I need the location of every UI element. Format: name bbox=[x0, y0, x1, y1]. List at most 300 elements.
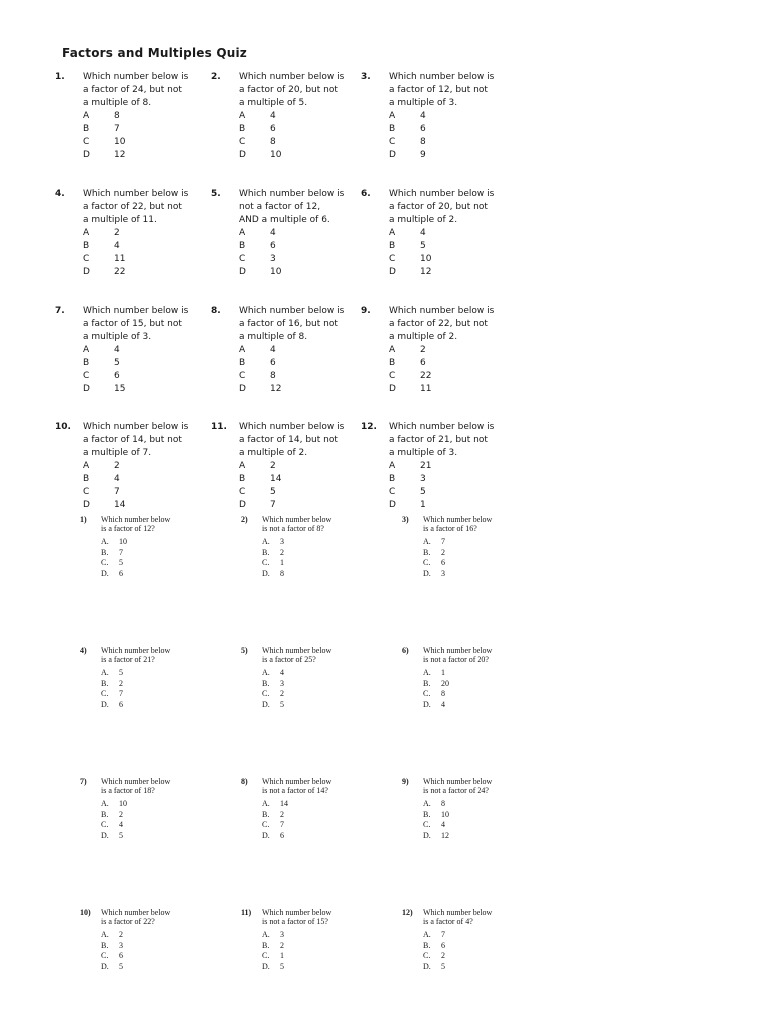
choice-value: 5 bbox=[270, 487, 276, 497]
choice-label: C. bbox=[101, 951, 109, 960]
choice-list bbox=[239, 110, 281, 162]
choice-label: A. bbox=[101, 930, 109, 939]
answer-choice bbox=[389, 383, 431, 396]
answer-choice bbox=[423, 558, 445, 569]
question-text: Which number below is a factor of 12? bbox=[101, 515, 171, 533]
question-text: Which number below is not a factor of 15? bbox=[262, 908, 332, 926]
choice-label: B bbox=[389, 241, 396, 251]
choice-label: C. bbox=[262, 951, 270, 960]
choice-label: B. bbox=[423, 678, 431, 688]
question-number: 4. bbox=[55, 189, 65, 199]
choice-label: C bbox=[239, 487, 246, 497]
choice-value: 11 bbox=[420, 384, 432, 394]
choice-list bbox=[101, 930, 123, 972]
choice-value: 1 bbox=[280, 951, 284, 960]
choice-value: 8 bbox=[270, 137, 276, 147]
choice-value: 10 bbox=[270, 267, 282, 277]
answer-choice bbox=[423, 831, 449, 842]
answer-choice bbox=[423, 668, 449, 679]
question-text: Which number below is a factor of 22? bbox=[101, 908, 171, 926]
choice-list bbox=[101, 668, 123, 710]
answer-choice bbox=[389, 344, 431, 357]
choice-label: D. bbox=[101, 830, 109, 840]
choice-value: 12 bbox=[270, 384, 282, 394]
choice-label: B. bbox=[423, 809, 431, 819]
answer-choice bbox=[101, 548, 127, 559]
choice-label: A. bbox=[423, 537, 431, 546]
answer-choice bbox=[239, 499, 281, 512]
choice-value: 5 bbox=[119, 961, 123, 971]
choice-label: A bbox=[389, 461, 396, 471]
question-text: Which number below is not a factor of 20? bbox=[423, 646, 493, 664]
choice-list bbox=[389, 110, 426, 162]
choice-label: C bbox=[389, 371, 396, 381]
choice-label: D. bbox=[101, 568, 109, 578]
answer-choice bbox=[423, 799, 449, 810]
choice-label: B. bbox=[101, 940, 109, 950]
choice-value: 3 bbox=[280, 537, 284, 546]
answer-choice bbox=[389, 149, 426, 162]
answer-choice bbox=[83, 486, 125, 499]
choice-label: C. bbox=[423, 820, 431, 829]
answer-choice bbox=[423, 679, 449, 690]
choice-label: A. bbox=[101, 799, 109, 808]
answer-choice bbox=[101, 941, 123, 952]
answer-choice bbox=[262, 679, 284, 690]
answer-choice bbox=[262, 569, 284, 580]
choice-label: C. bbox=[101, 558, 109, 567]
question-number: 5. bbox=[211, 189, 221, 199]
answer-choice bbox=[239, 136, 281, 149]
choice-value: 6 bbox=[270, 358, 276, 368]
answer-choice bbox=[101, 810, 127, 821]
answer-choice bbox=[262, 668, 284, 679]
question-text: Which number below is a factor of 16, but not a multiple of 8. bbox=[239, 306, 345, 342]
choice-value: 20 bbox=[441, 678, 449, 688]
choice-value: 6 bbox=[270, 124, 276, 134]
answer-choice bbox=[101, 700, 123, 711]
answer-choice bbox=[389, 253, 431, 266]
choice-value: 6 bbox=[441, 558, 445, 567]
choice-value: 5 bbox=[420, 487, 426, 497]
answer-choice bbox=[101, 930, 123, 941]
question-text: Which number below is a factor of 21? bbox=[101, 646, 171, 664]
choice-list bbox=[262, 668, 284, 710]
choice-value: 2 bbox=[280, 940, 284, 950]
choice-label: D bbox=[239, 384, 246, 394]
answer-choice bbox=[423, 962, 445, 973]
choice-label: D bbox=[389, 150, 396, 160]
choice-value: 3 bbox=[420, 474, 426, 484]
choice-list bbox=[423, 930, 445, 972]
choice-value: 2 bbox=[119, 678, 123, 688]
question-number: 11) bbox=[241, 908, 252, 917]
choice-label: A bbox=[239, 228, 246, 238]
choice-label: D bbox=[83, 500, 90, 510]
choice-value: 10 bbox=[441, 809, 449, 819]
choice-list bbox=[262, 930, 284, 972]
choice-label: B. bbox=[101, 547, 109, 557]
answer-choice bbox=[423, 951, 445, 962]
choice-label: D bbox=[239, 150, 246, 160]
choice-value: 6 bbox=[119, 699, 123, 709]
choice-value: 6 bbox=[280, 830, 284, 840]
question-text: Which number below is a factor of 21, but not a multiple of 3. bbox=[389, 422, 495, 458]
choice-label: C. bbox=[262, 558, 270, 567]
choice-list bbox=[389, 227, 431, 279]
choice-value: 8 bbox=[441, 799, 445, 808]
answer-choice bbox=[83, 227, 125, 240]
choice-label: C. bbox=[423, 951, 431, 960]
page-title: Factors and Multiples Quiz bbox=[62, 46, 247, 60]
question-number: 8) bbox=[241, 777, 248, 786]
choice-label: A. bbox=[262, 668, 270, 677]
answer-choice bbox=[389, 240, 431, 253]
question-text: Which number below is a factor of 4? bbox=[423, 908, 493, 926]
choice-value: 8 bbox=[270, 371, 276, 381]
choice-value: 5 bbox=[119, 830, 123, 840]
answer-choice bbox=[423, 537, 445, 548]
question-number: 6. bbox=[361, 189, 371, 199]
choice-label: A bbox=[83, 228, 90, 238]
choice-label: C bbox=[83, 371, 90, 381]
answer-choice bbox=[83, 499, 125, 512]
question-text: Which number below is not a factor of 8? bbox=[262, 515, 332, 533]
question-text: Which number below is not a factor of 12, AND a multiple of 6. bbox=[239, 189, 345, 225]
answer-choice bbox=[239, 110, 281, 123]
choice-label: D bbox=[239, 267, 246, 277]
choice-value: 6 bbox=[420, 358, 426, 368]
choice-value: 5 bbox=[441, 961, 445, 971]
question-number: 12) bbox=[402, 908, 413, 917]
answer-choice bbox=[239, 253, 281, 266]
choice-list bbox=[389, 460, 431, 512]
choice-value: 10 bbox=[420, 254, 432, 264]
choice-list bbox=[83, 110, 125, 162]
choice-value: 8 bbox=[114, 111, 120, 121]
choice-value: 4 bbox=[420, 228, 426, 238]
answer-choice bbox=[101, 569, 127, 580]
choice-label: A. bbox=[262, 537, 270, 546]
choice-label: D bbox=[389, 500, 396, 510]
choice-label: B. bbox=[101, 678, 109, 688]
choice-list bbox=[239, 227, 281, 279]
choice-value: 12 bbox=[441, 830, 449, 840]
answer-choice bbox=[83, 357, 125, 370]
choice-label: A. bbox=[423, 668, 431, 677]
choice-list bbox=[83, 227, 125, 279]
choice-value: 5 bbox=[280, 961, 284, 971]
answer-choice bbox=[262, 689, 284, 700]
choice-label: B bbox=[239, 474, 246, 484]
question-text: Which number below is not a factor of 24? bbox=[423, 777, 493, 795]
choice-value: 5 bbox=[119, 558, 123, 567]
answer-choice bbox=[423, 810, 449, 821]
choice-label: A bbox=[389, 228, 396, 238]
choice-label: B bbox=[83, 241, 90, 251]
choice-label: A bbox=[83, 111, 90, 121]
answer-choice bbox=[423, 930, 445, 941]
choice-value: 6 bbox=[119, 568, 123, 578]
answer-choice bbox=[423, 700, 449, 711]
question-text: Which number below is a factor of 20, but not a multiple of 5. bbox=[239, 72, 345, 108]
choice-label: D. bbox=[423, 830, 431, 840]
answer-choice bbox=[239, 383, 281, 396]
choice-value: 10 bbox=[119, 799, 127, 808]
choice-value: 7 bbox=[119, 689, 123, 698]
answer-choice bbox=[83, 240, 125, 253]
question-number: 12. bbox=[361, 422, 377, 432]
choice-value: 11 bbox=[114, 254, 126, 264]
choice-value: 10 bbox=[270, 150, 282, 160]
answer-choice bbox=[262, 951, 284, 962]
answer-choice bbox=[83, 149, 125, 162]
question-text: Which number below is a factor of 22, but not a multiple of 11. bbox=[83, 189, 189, 225]
choice-list bbox=[239, 344, 281, 396]
question-number: 6) bbox=[402, 646, 409, 655]
question-number: 2. bbox=[211, 72, 221, 82]
choice-label: B bbox=[83, 358, 90, 368]
choice-label: C bbox=[83, 487, 90, 497]
question-text: Which number below is a factor of 12, but not a multiple of 3. bbox=[389, 72, 495, 108]
choice-label: D. bbox=[262, 699, 270, 709]
question-text: Which number below is a factor of 18? bbox=[101, 777, 171, 795]
answer-choice bbox=[101, 831, 127, 842]
choice-label: D bbox=[83, 150, 90, 160]
choice-value: 3 bbox=[280, 930, 284, 939]
choice-label: A. bbox=[262, 930, 270, 939]
choice-value: 15 bbox=[114, 384, 126, 394]
choice-label: D. bbox=[101, 699, 109, 709]
choice-label: D. bbox=[262, 830, 270, 840]
choice-label: D. bbox=[423, 961, 431, 971]
choice-value: 6 bbox=[114, 371, 120, 381]
choice-label: C. bbox=[262, 820, 270, 829]
choice-value: 4 bbox=[114, 345, 120, 355]
choice-value: 22 bbox=[114, 267, 126, 277]
choice-value: 8 bbox=[280, 568, 284, 578]
choice-value: 12 bbox=[114, 150, 126, 160]
choice-label: D. bbox=[423, 699, 431, 709]
choice-label: C bbox=[389, 137, 396, 147]
choice-label: A. bbox=[101, 668, 109, 677]
choice-label: C bbox=[239, 137, 246, 147]
choice-label: C. bbox=[262, 689, 270, 698]
choice-list bbox=[389, 344, 431, 396]
answer-choice bbox=[423, 689, 449, 700]
question-number: 9. bbox=[361, 306, 371, 316]
question-number: 3. bbox=[361, 72, 371, 82]
answer-choice bbox=[239, 149, 281, 162]
answer-choice bbox=[423, 820, 449, 831]
choice-list bbox=[262, 537, 284, 579]
answer-choice bbox=[101, 558, 127, 569]
choice-list bbox=[239, 460, 281, 512]
choice-value: 3 bbox=[441, 568, 445, 578]
choice-label: C. bbox=[101, 820, 109, 829]
answer-choice bbox=[83, 473, 125, 486]
answer-choice bbox=[239, 123, 281, 136]
question-text: Which number below is a factor of 24, but not a multiple of 8. bbox=[83, 72, 189, 108]
choice-value: 14 bbox=[270, 474, 282, 484]
choice-value: 5 bbox=[119, 668, 123, 677]
question-text: Which number below is a factor of 14, but not a multiple of 7. bbox=[83, 422, 189, 458]
choice-list bbox=[83, 344, 125, 396]
choice-value: 21 bbox=[420, 461, 432, 471]
answer-choice bbox=[262, 820, 288, 831]
choice-value: 4 bbox=[441, 699, 445, 709]
question-number: 10) bbox=[80, 908, 91, 917]
choice-label: B. bbox=[262, 678, 270, 688]
choice-value: 5 bbox=[420, 241, 426, 251]
answer-choice bbox=[423, 569, 445, 580]
choice-value: 1 bbox=[280, 558, 284, 567]
choice-label: C. bbox=[423, 689, 431, 698]
choice-label: B bbox=[83, 474, 90, 484]
choice-label: A bbox=[239, 345, 246, 355]
choice-value: 6 bbox=[441, 940, 445, 950]
choice-value: 9 bbox=[420, 150, 426, 160]
answer-choice bbox=[389, 227, 431, 240]
choice-label: A bbox=[83, 461, 90, 471]
answer-choice bbox=[389, 486, 431, 499]
answer-choice bbox=[389, 499, 431, 512]
choice-value: 12 bbox=[420, 267, 432, 277]
choice-value: 4 bbox=[119, 820, 123, 829]
choice-list bbox=[101, 537, 127, 579]
choice-value: 3 bbox=[280, 678, 284, 688]
question-number: 7) bbox=[80, 777, 87, 786]
choice-list bbox=[262, 799, 288, 841]
answer-choice bbox=[239, 460, 281, 473]
choice-value: 2 bbox=[119, 930, 123, 939]
answer-choice bbox=[101, 679, 123, 690]
choice-value: 4 bbox=[441, 820, 445, 829]
answer-choice bbox=[83, 460, 125, 473]
choice-label: A. bbox=[423, 799, 431, 808]
choice-value: 8 bbox=[420, 137, 426, 147]
answer-choice bbox=[389, 136, 426, 149]
choice-value: 2 bbox=[441, 547, 445, 557]
question-number: 2) bbox=[241, 515, 248, 524]
question-number: 8. bbox=[211, 306, 221, 316]
answer-choice bbox=[423, 941, 445, 952]
choice-value: 7 bbox=[114, 487, 120, 497]
choice-label: B. bbox=[423, 940, 431, 950]
choice-label: D bbox=[83, 384, 90, 394]
question-text: Which number below is a factor of 20, but not a multiple of 2. bbox=[389, 189, 495, 225]
choice-value: 1 bbox=[420, 500, 426, 510]
answer-choice bbox=[239, 486, 281, 499]
choice-label: B. bbox=[262, 809, 270, 819]
choice-value: 7 bbox=[280, 820, 284, 829]
choice-list bbox=[423, 668, 449, 710]
choice-label: D bbox=[83, 267, 90, 277]
choice-label: A bbox=[389, 111, 396, 121]
choice-value: 4 bbox=[114, 474, 120, 484]
question-number: 11. bbox=[211, 422, 227, 432]
answer-choice bbox=[423, 548, 445, 559]
choice-value: 1 bbox=[441, 668, 445, 677]
answer-choice bbox=[101, 820, 127, 831]
answer-choice bbox=[262, 558, 284, 569]
choice-label: B. bbox=[101, 809, 109, 819]
choice-label: A bbox=[389, 345, 396, 355]
choice-value: 7 bbox=[270, 500, 276, 510]
answer-choice bbox=[389, 110, 426, 123]
choice-value: 4 bbox=[270, 111, 276, 121]
choice-value: 7 bbox=[114, 124, 120, 134]
answer-choice bbox=[101, 689, 123, 700]
choice-value: 14 bbox=[280, 799, 288, 808]
answer-choice bbox=[101, 668, 123, 679]
choice-label: D bbox=[389, 267, 396, 277]
answer-choice bbox=[262, 799, 288, 810]
choice-value: 7 bbox=[119, 547, 123, 557]
choice-label: D. bbox=[262, 568, 270, 578]
answer-choice bbox=[83, 266, 125, 279]
choice-label: C. bbox=[101, 689, 109, 698]
choice-value: 4 bbox=[420, 111, 426, 121]
question-text: Which number below is a factor of 22, but not a multiple of 2. bbox=[389, 306, 495, 342]
question-text: Which number below is a factor of 25? bbox=[262, 646, 332, 664]
choice-value: 5 bbox=[114, 358, 120, 368]
choice-label: B. bbox=[262, 940, 270, 950]
answer-choice bbox=[101, 951, 123, 962]
choice-value: 3 bbox=[119, 940, 123, 950]
answer-choice bbox=[83, 253, 125, 266]
answer-choice bbox=[262, 537, 284, 548]
choice-list bbox=[83, 460, 125, 512]
question-number: 3) bbox=[402, 515, 409, 524]
answer-choice bbox=[262, 930, 284, 941]
answer-choice bbox=[262, 941, 284, 952]
choice-value: 14 bbox=[114, 500, 126, 510]
question-text: Which number below is a factor of 14, but not a multiple of 2. bbox=[239, 422, 345, 458]
choice-value: 2 bbox=[420, 345, 426, 355]
choice-value: 6 bbox=[420, 124, 426, 134]
choice-label: A bbox=[239, 461, 246, 471]
choice-label: D. bbox=[262, 961, 270, 971]
choice-label: A. bbox=[101, 537, 109, 546]
choice-label: D. bbox=[101, 961, 109, 971]
choice-label: D bbox=[239, 500, 246, 510]
question-number: 7. bbox=[55, 306, 65, 316]
answer-choice bbox=[239, 473, 281, 486]
choice-label: D. bbox=[423, 568, 431, 578]
question-text: Which number below is not a factor of 14? bbox=[262, 777, 332, 795]
answer-choice bbox=[239, 240, 281, 253]
answer-choice bbox=[389, 123, 426, 136]
choice-value: 3 bbox=[270, 254, 276, 264]
choice-label: B bbox=[239, 241, 246, 251]
answer-choice bbox=[262, 810, 288, 821]
question-text: Which number below is a factor of 16? bbox=[423, 515, 493, 533]
question-text: Which number below is a factor of 15, but not a multiple of 3. bbox=[83, 306, 189, 342]
choice-label: C bbox=[389, 487, 396, 497]
answer-choice bbox=[101, 799, 127, 810]
answer-choice bbox=[83, 110, 125, 123]
choice-value: 6 bbox=[119, 951, 123, 960]
choice-value: 10 bbox=[114, 137, 126, 147]
choice-label: C bbox=[389, 254, 396, 264]
choice-label: B bbox=[389, 474, 396, 484]
answer-choice bbox=[239, 357, 281, 370]
choice-label: A. bbox=[423, 930, 431, 939]
answer-choice bbox=[239, 227, 281, 240]
choice-value: 5 bbox=[280, 699, 284, 709]
choice-label: A. bbox=[262, 799, 270, 808]
